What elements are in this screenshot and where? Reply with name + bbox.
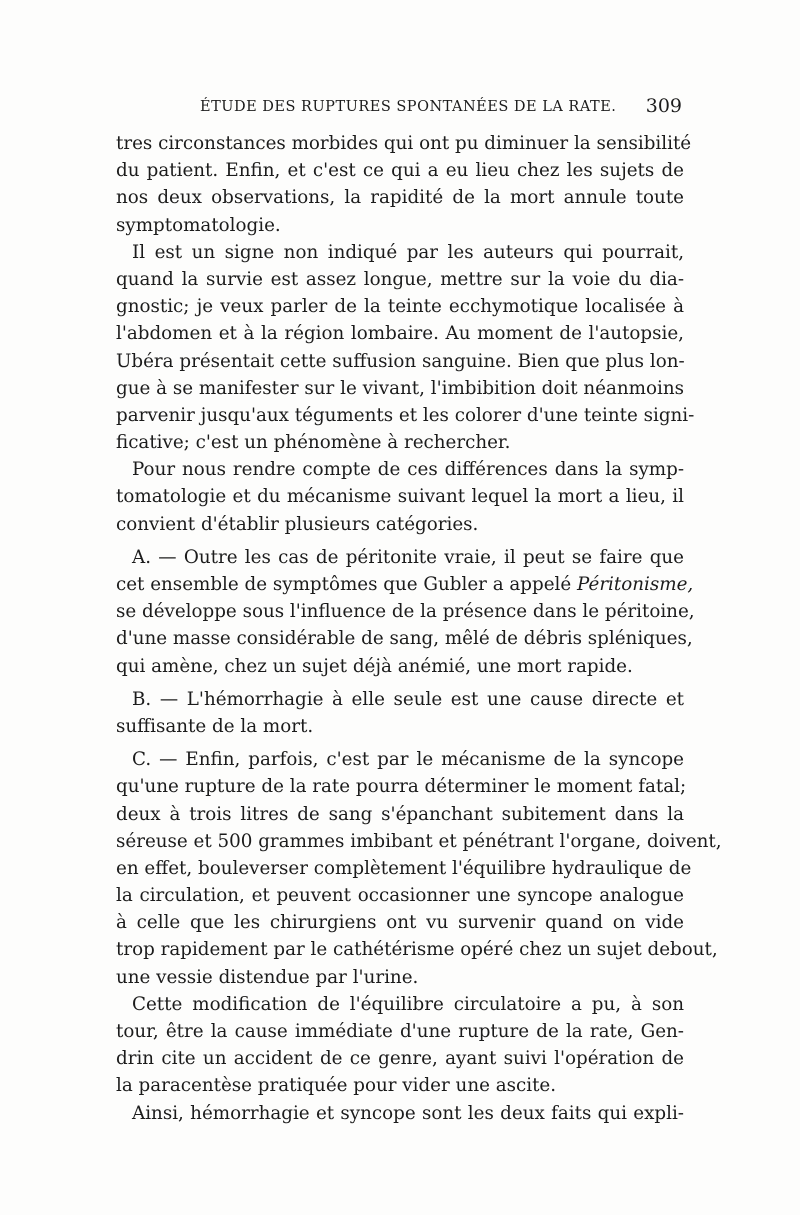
text-line: qu'une rupture de la rate pourra déterminer le moment fatal; xyxy=(116,776,687,798)
text-line: la circulation, et peuvent occasionner une syncope analogue xyxy=(116,885,684,907)
text-line: ficative; c'est un phénomène à rechercher. xyxy=(116,432,511,454)
text-line: à celle que les chirurgiens ont vu survenir quand on vide xyxy=(116,912,684,934)
text-line: tres circonstances morbides qui ont pu diminuer la sensibilité xyxy=(116,133,692,154)
text-segment: cet ensemble de symptômes que Gubler a appelé xyxy=(116,574,578,595)
text-line: se développe sous l'influence de la présence dans le péritoine, xyxy=(116,601,695,623)
text-line: convient d'établir plusieurs catégories. xyxy=(116,513,479,535)
running-title: ÉTUDE DES RUPTURES SPONTANÉES DE LA RATE. xyxy=(200,99,617,115)
text-line: quand la survie est assez longue, mettre sur la voie du dia- xyxy=(116,268,684,290)
text-line: nos deux observations, la rapidité de la mort annule toute xyxy=(116,187,684,209)
text-line: tomatologie et du mécanisme suivant lequel la mort a lieu, il xyxy=(116,486,684,508)
text-line: en effet, bouleverser complètement l'équilibre hydraulique de xyxy=(116,857,692,879)
paragraph-category-a xyxy=(116,544,695,680)
text-line: Ainsi, hémorrhagie et syncope sont les deux faits qui expli- xyxy=(132,1102,684,1124)
page-number: 309 xyxy=(645,95,682,117)
text-line xyxy=(116,571,694,598)
text-line: trop rapidement par le cathétérisme opéré chez un sujet debout, xyxy=(116,939,718,961)
text-line: la paracentèse pratiquée pour vider une ascite. xyxy=(116,1075,557,1097)
paragraph-category-c xyxy=(116,746,722,991)
text-line: l'abdomen et à la région lombaire. Au moment de l'autopsie, xyxy=(116,323,684,345)
text-line: séreuse et 500 grammes imbibant et pénétrant l'organe, doivent, xyxy=(116,830,722,852)
text-line: qui amène, chez un sujet déjà anémié, une mort rapide. xyxy=(116,655,633,677)
paragraph-1 xyxy=(116,130,692,239)
text-line: symptomatologie. xyxy=(116,214,281,236)
body-text xyxy=(116,130,722,1127)
paragraph-7 xyxy=(116,991,684,1100)
text-line: gnostic; je veux parler de la teinte ecchymotique localisée à xyxy=(116,296,684,318)
paragraph-3 xyxy=(116,456,684,538)
text-line: Il est un signe non indiqué par les auteurs qui pourrait, xyxy=(132,241,684,263)
text-line: suffisante de la mort. xyxy=(116,715,314,737)
text-line: Cette modification de l'équilibre circulatoire a pu, à son xyxy=(132,993,684,1015)
italic-term: Péritonisme, xyxy=(577,574,694,595)
text-line: C. — Enfin, parfois, c'est par le mécanisme de la syncope xyxy=(132,749,684,771)
paragraph-category-b xyxy=(116,686,684,740)
text-line: drin cite un accident de ce genre, ayant suivi l'opération de xyxy=(116,1048,684,1070)
text-line: deux à trois litres de sang s'épanchant subitement dans la xyxy=(116,803,684,825)
page-header xyxy=(116,95,684,121)
text-line: parvenir jusqu'aux téguments et les colorer d'une teinte signi- xyxy=(116,404,695,426)
text-line: d'une masse considérable de sang, mêlé de débris spléniques, xyxy=(116,628,693,650)
text-line: A. — Outre les cas de péritonite vraie, il peut se faire que xyxy=(132,546,684,568)
text-line: gue à se manifester sur le vivant, l'imbibition doit néanmoins xyxy=(116,377,684,399)
text-line: du patient. Enfin, et c'est ce qui a eu lieu chez les sujets de xyxy=(116,160,684,182)
text-line: tour, être la cause immédiate d'une rupture de la rate, Gen- xyxy=(116,1021,684,1042)
paragraph-2 xyxy=(116,239,695,457)
text-line: Ubéra présentait cette suffusion sanguine. Bien que plus lon- xyxy=(116,350,685,372)
text-line: B. — L'hémorrhagie à elle seule est une cause directe et xyxy=(132,688,684,710)
paragraph-8 xyxy=(116,1100,684,1127)
text-line: une vessie distendue par l'urine. xyxy=(116,966,419,988)
text-line: Pour nous rendre compte de ces différences dans la symp- xyxy=(132,459,684,481)
